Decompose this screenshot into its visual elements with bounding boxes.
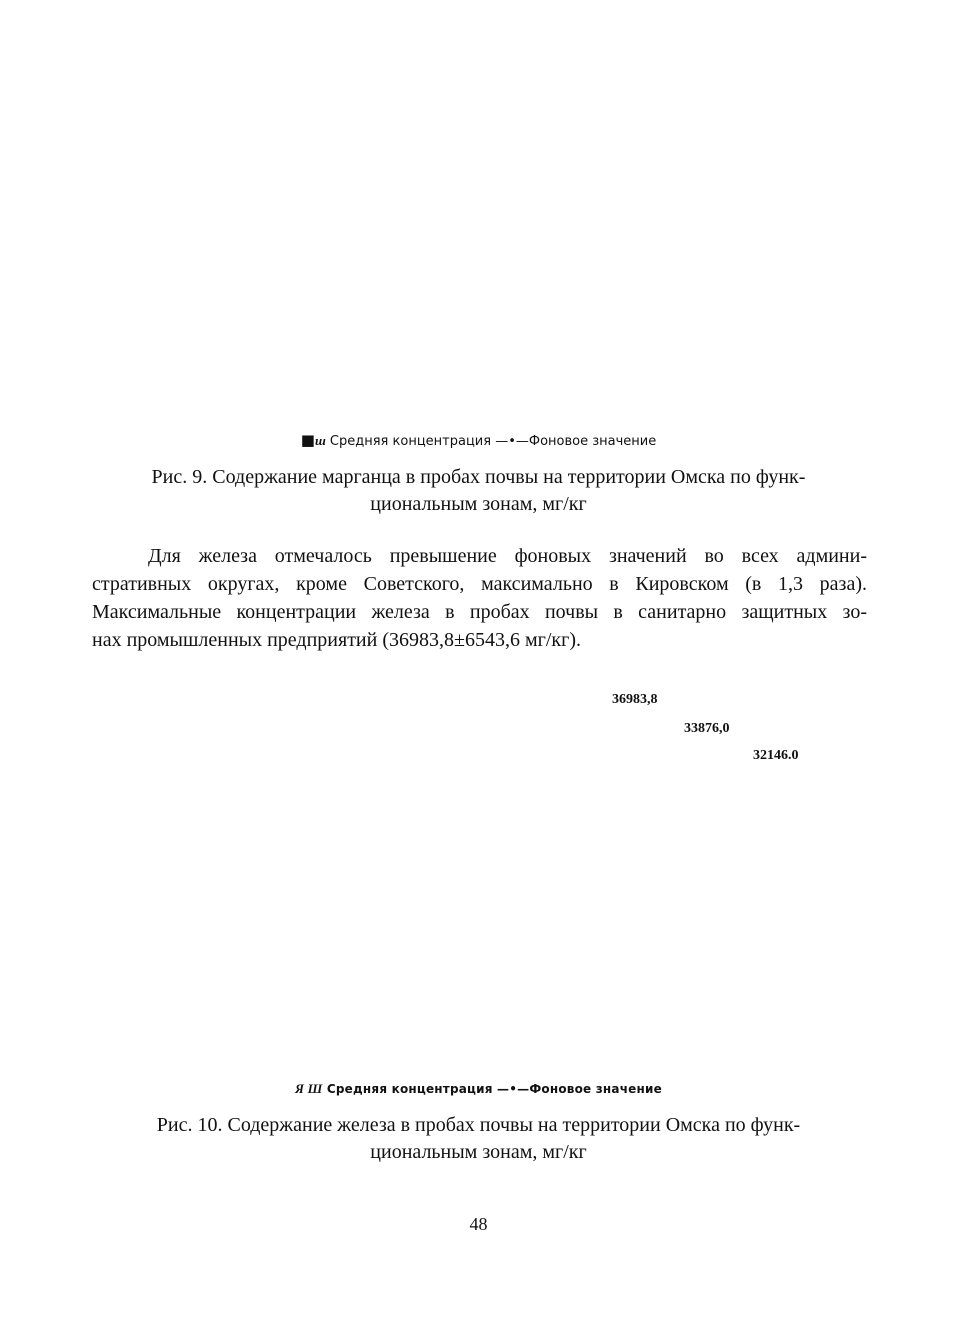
paragraph-line: Для железа отмечалось превышение фоновых значений во всех админи- <box>148 545 867 567</box>
paragraph-line: нах промышленных предприятий (36983,8±6543,6 мг/кг). <box>92 629 581 651</box>
paragraph-line: стративных округах, кроме Советского, максимально в Кировском (в 1,3 раза). <box>92 573 867 595</box>
figure9-caption-line1: Рис. 9. Содержание марганца в пробах почвы на территории Омска по функ- <box>151 466 806 488</box>
legend-background-label: Фоновое значение <box>529 1082 662 1096</box>
chart-data-label: 33876,0 <box>684 721 730 736</box>
legend-series-label: Средняя концентрация <box>326 1082 493 1096</box>
legend-line-dot-icon: —•— <box>495 434 529 449</box>
legend-background-label: Фоновое значение <box>528 434 657 449</box>
legend-line-dot-icon: —•— <box>497 1082 530 1096</box>
figure9-legend <box>0 431 957 449</box>
legend-marker-glyph: Я Ш <box>295 1081 323 1096</box>
figure9-caption-line2: циональным зонам, мг/кг <box>370 493 587 515</box>
legend-square-icon: ■ <box>300 431 315 449</box>
figure10-caption-line1: Рис. 10. Содержание железа в пробах почвы на территории Омска по функ- <box>156 1114 801 1136</box>
figure10-caption <box>90 1112 867 1166</box>
chart-data-label: 36983,8 <box>612 692 658 707</box>
body-paragraph <box>92 542 867 654</box>
figure10-caption-line2: циональным зонам, мг/кг <box>370 1141 587 1163</box>
legend-series-label: Средняя концентрация <box>329 434 492 449</box>
chart-data-label: 32146.0 <box>753 748 799 763</box>
legend-marker-glyph: ш <box>314 433 326 448</box>
page-number: 48 <box>469 1214 488 1234</box>
figure9-caption <box>90 464 867 518</box>
paragraph-line: Максимальные концентрации железа в пробах почвы в санитарно защитных зо- <box>92 601 867 623</box>
figure10-legend <box>0 1081 957 1097</box>
